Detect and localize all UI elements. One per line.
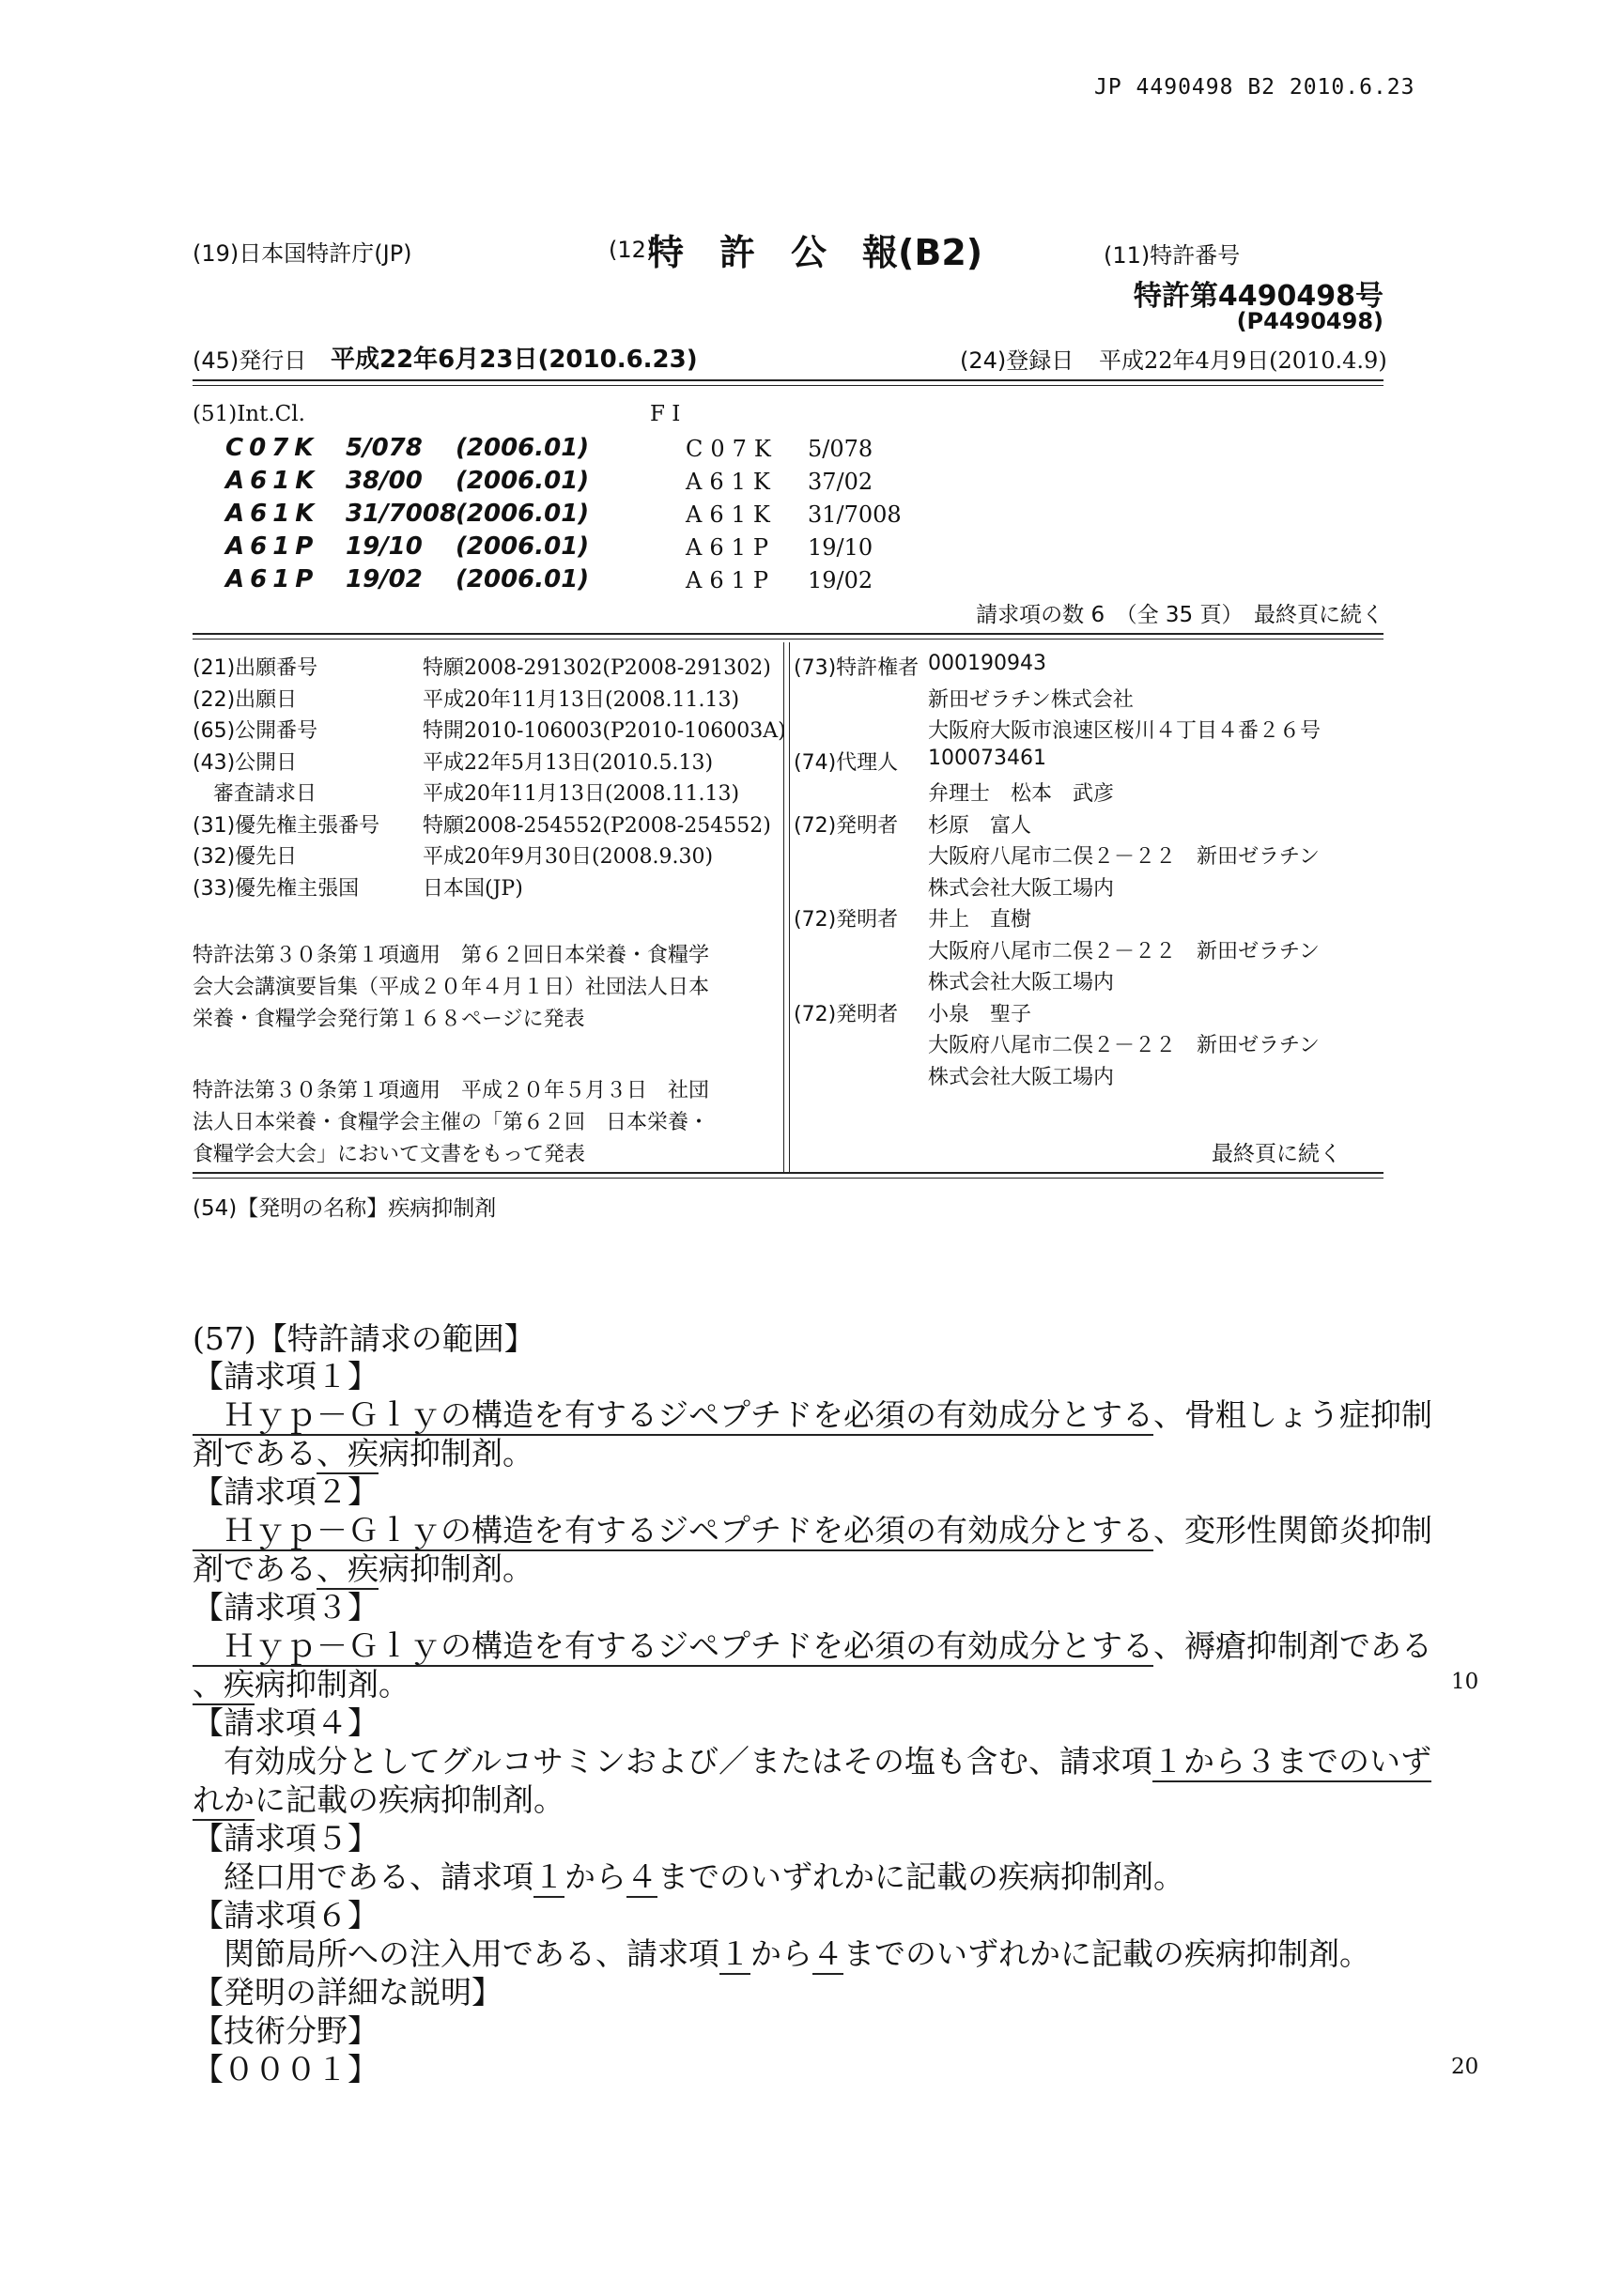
claim-ref-underlined: ４ xyxy=(626,1858,657,1898)
claim-ref-underlined: １ xyxy=(719,1935,750,1975)
holder-value: 小泉 聖子 xyxy=(928,1002,1032,1026)
biblio-label: (21)出願番号 xyxy=(193,656,318,680)
claim-ref-underlined: ４ xyxy=(812,1935,843,1975)
claim-text: までのいずれかに記載の疾病抑制剤。 xyxy=(657,1858,1184,1895)
intcl-code: A61P xyxy=(225,532,319,561)
patent-number: 特許第4490498号 xyxy=(1133,280,1383,313)
holder-value: 大阪府八尾市二俣２－２２ 新田ゼラチン xyxy=(928,1034,1320,1057)
biblio-label: (31)優先権主張番号 xyxy=(193,813,380,838)
section-heading: 【０００１】 xyxy=(193,2051,379,2088)
intcl-code: A61K xyxy=(225,467,320,495)
biblio-label: (32)優先日 xyxy=(193,845,298,869)
holder-value: 杉原 富人 xyxy=(928,813,1032,838)
intcl-subgroup: 19/02 xyxy=(346,565,423,593)
claim-text-underlined: Ｈｙｐ－Ｇｌｙの構造を有するジペプチドを必須の有効成分とする xyxy=(193,1396,1153,1436)
claim-text: 有効成分としてグルコサミンおよび／またはその塩も含む、請求項 xyxy=(193,1743,1153,1780)
holder-value: 大阪府大阪市浪速区桜川４丁目４番２６号 xyxy=(928,719,1322,743)
fi-subgroup: 19/10 xyxy=(808,534,873,561)
registration-date: 平成22年4月9日(2010.4.9) xyxy=(1099,347,1387,374)
fi-subgroup: 37/02 xyxy=(808,469,873,495)
exception-note-line: 特許法第３０条第１項適用 平成２０年５月３日 社団 xyxy=(193,1079,710,1102)
claim-text-underlined: れか xyxy=(193,1781,255,1821)
holder-value: 000190943 xyxy=(928,652,1046,675)
biblio-value: 特開2010-106003(P2010-106003A) xyxy=(423,719,786,743)
holder-value: 株式会社大阪工場内 xyxy=(928,1065,1115,1089)
margin-number-20: 20 xyxy=(1451,2055,1479,2079)
biblio-label: (43)公開日 xyxy=(193,750,298,775)
exception-note-line: 特許法第３０条第１項適用 第６２回日本栄養・食糧学 xyxy=(193,944,710,967)
fi-label: F I xyxy=(650,402,681,426)
holder-value: 株式会社大阪工場内 xyxy=(928,876,1115,901)
claim-text-underlined: 、疾 xyxy=(193,1666,255,1705)
exception-note-line: 会大会講演要旨集（平成２０年４月１日）社団法人日本 xyxy=(193,976,710,999)
section-heading: 【技術分野】 xyxy=(193,2012,379,2049)
claim-text: から xyxy=(750,1935,812,1972)
claims-heading: (57)【特許請求の範囲】 xyxy=(193,1320,535,1357)
claim-heading: 【請求項４】 xyxy=(193,1704,379,1741)
patent-code: (P4490498) xyxy=(1236,308,1383,334)
holder-value: 100073461 xyxy=(928,746,1046,770)
claim-text: 、変形性関節炎抑制 xyxy=(1153,1512,1432,1549)
biblio-value: 平成20年11月13日(2008.11.13) xyxy=(423,687,740,712)
claim-text: 、褥瘡抑制剤である xyxy=(1153,1627,1432,1664)
intcl-label: (51)Int.Cl. xyxy=(193,402,305,426)
gazette-number: (12) xyxy=(609,237,656,263)
issuing-office: (19)日本国特許庁(JP) xyxy=(193,240,412,267)
issue-date-label: (45)発行日 xyxy=(193,347,307,374)
claim-text: から xyxy=(564,1858,626,1895)
gazette-title: 特 許 公 報(B2) xyxy=(648,232,983,273)
holder-value: 弁理士 松本 武彦 xyxy=(928,782,1115,806)
claims-count-note: 請求項の数 6 （全 35 頁） 最終頁に続く xyxy=(976,603,1383,627)
biblio-value: 平成20年9月30日(2008.9.30) xyxy=(423,845,714,869)
intcl-version: (2006.01) xyxy=(456,565,590,593)
exception-note-line: 法人日本栄養・食糧学会主催の「第６２回 日本栄養・ xyxy=(193,1111,710,1134)
biblio-label: 審査請求日 xyxy=(193,782,317,806)
claim-text: に記載の疾病抑制剤。 xyxy=(255,1781,564,1818)
claim-text: 剤である xyxy=(193,1550,317,1587)
issue-date: 平成22年6月23日(2010.6.23) xyxy=(331,346,698,374)
claim-text: までのいずれかに記載の疾病抑制剤。 xyxy=(843,1935,1370,1972)
intcl-subgroup: 38/00 xyxy=(346,467,423,495)
holder-value: 大阪府八尾市二俣２－２２ 新田ゼラチン xyxy=(928,845,1320,869)
exception-note-line: 栄養・食糧学会発行第１６８ページに発表 xyxy=(193,1008,585,1031)
holder-label: (72)発明者 xyxy=(794,908,899,932)
biblio-label: (65)公開番号 xyxy=(193,719,318,743)
claim-text: 関節局所への注入用である、請求項 xyxy=(193,1935,719,1972)
biblio-rule-thin xyxy=(193,1178,1383,1179)
claim-heading: 【請求項６】 xyxy=(193,1897,379,1934)
claim-text: 、骨粗しょう症抑制 xyxy=(1153,1396,1432,1433)
intcl-code: A61K xyxy=(225,500,320,528)
fi-subgroup: 31/7008 xyxy=(808,501,902,528)
claim-line xyxy=(193,1660,410,1704)
holder-value: 井上 直樹 xyxy=(928,908,1032,932)
biblio-value: 平成22年5月13日(2010.5.13) xyxy=(423,750,714,775)
fi-code: A61K xyxy=(686,501,778,528)
section-heading: 【発明の詳細な説明】 xyxy=(193,1974,502,2011)
intcl-version: (2006.01) xyxy=(456,532,590,561)
exception-note-line: 食糧学会大会」において文書をもって発表 xyxy=(193,1143,586,1166)
biblio-rule xyxy=(193,1172,1383,1174)
intcl-version: (2006.01) xyxy=(456,434,590,462)
intcl-code: A61P xyxy=(225,565,319,593)
claim-heading: 【請求項５】 xyxy=(193,1820,379,1857)
intcl-version: (2006.01) xyxy=(456,500,590,528)
holder-label: (72)発明者 xyxy=(794,813,899,838)
claim-text: 経口用である、請求項 xyxy=(193,1858,533,1895)
biblio-label: (22)出願日 xyxy=(193,687,298,712)
holder-label: (72)発明者 xyxy=(794,1002,899,1026)
holder-value: 株式会社大阪工場内 xyxy=(928,971,1115,994)
claim-text-underlined: １から３までのいず xyxy=(1152,1743,1431,1782)
claim-text: 病抑制剤。 xyxy=(379,1435,533,1472)
fi-code: A61K xyxy=(686,469,778,495)
intcl-subgroup: 5/078 xyxy=(346,434,423,462)
claim-ref-underlined: １ xyxy=(533,1858,564,1898)
claim-line xyxy=(193,1429,533,1473)
header-rule-thin xyxy=(193,385,1383,386)
claim-line xyxy=(193,1622,1432,1666)
claim-heading: 【請求項１】 xyxy=(193,1358,379,1395)
header-rule xyxy=(193,379,1383,381)
fi-code: A61P xyxy=(686,567,777,593)
margin-number-10: 10 xyxy=(1451,1670,1479,1694)
claim-heading: 【請求項３】 xyxy=(193,1589,379,1626)
claim-text-underlined: 、疾 xyxy=(317,1550,379,1590)
claim-text-underlined: 、疾 xyxy=(317,1435,379,1474)
holder-label: (73)特許権者 xyxy=(794,656,920,680)
intcl-subgroup: 19/10 xyxy=(346,532,423,561)
holder-label: (74)代理人 xyxy=(794,750,899,775)
biblio-value: 日本国(JP) xyxy=(423,876,523,901)
holder-value: 大阪府八尾市二俣２－２２ 新田ゼラチン xyxy=(928,939,1320,963)
claim-text-underlined: Ｈｙｐ－Ｇｌｙの構造を有するジペプチドを必須の有効成分とする xyxy=(193,1627,1153,1667)
column-divider xyxy=(783,642,784,1173)
patent-number-label: (11)特許番号 xyxy=(1104,242,1241,269)
intcl-version: (2006.01) xyxy=(456,467,590,495)
claim-line xyxy=(193,1853,1184,1897)
fi-subgroup: 19/02 xyxy=(808,567,873,593)
invention-title: (54)【発明の名称】疾病抑制剤 xyxy=(193,1196,497,1221)
biblio-value: 特願2008-291302(P2008-291302) xyxy=(423,656,771,680)
claim-line xyxy=(193,1930,1370,1974)
column-divider-2 xyxy=(789,642,790,1173)
claim-line xyxy=(193,1506,1432,1550)
intcl-subgroup: 31/7008 xyxy=(346,500,457,528)
fi-subgroup: 5/078 xyxy=(808,436,873,462)
intcl-code: C07K xyxy=(225,434,319,462)
fi-code: A61P xyxy=(686,534,777,561)
claim-line xyxy=(193,1776,564,1820)
claim-text: 病抑制剤。 xyxy=(255,1666,410,1703)
biblio-label: (33)優先権主張国 xyxy=(193,876,360,901)
continued-note: 最終頁に続く xyxy=(1212,1142,1341,1166)
claim-line xyxy=(193,1737,1431,1781)
claim-text-underlined: Ｈｙｐ－Ｇｌｙの構造を有するジペプチドを必須の有効成分とする xyxy=(193,1512,1153,1551)
fi-code: C07K xyxy=(686,436,779,462)
registration-date-label: (24)登録日 xyxy=(960,347,1074,374)
holder-value: 新田ゼラチン株式会社 xyxy=(928,687,1134,712)
claim-text: 剤である xyxy=(193,1435,317,1472)
class-rule xyxy=(193,633,1383,635)
claim-line xyxy=(193,1545,533,1589)
claim-line xyxy=(193,1391,1432,1435)
claim-heading: 【請求項２】 xyxy=(193,1473,379,1510)
claim-text: 病抑制剤。 xyxy=(379,1550,533,1587)
document-id: JP 4490498 B2 2010.6.23 xyxy=(1094,75,1415,100)
biblio-value: 特願2008-254552(P2008-254552) xyxy=(423,813,771,838)
biblio-value: 平成20年11月13日(2008.11.13) xyxy=(423,782,740,806)
